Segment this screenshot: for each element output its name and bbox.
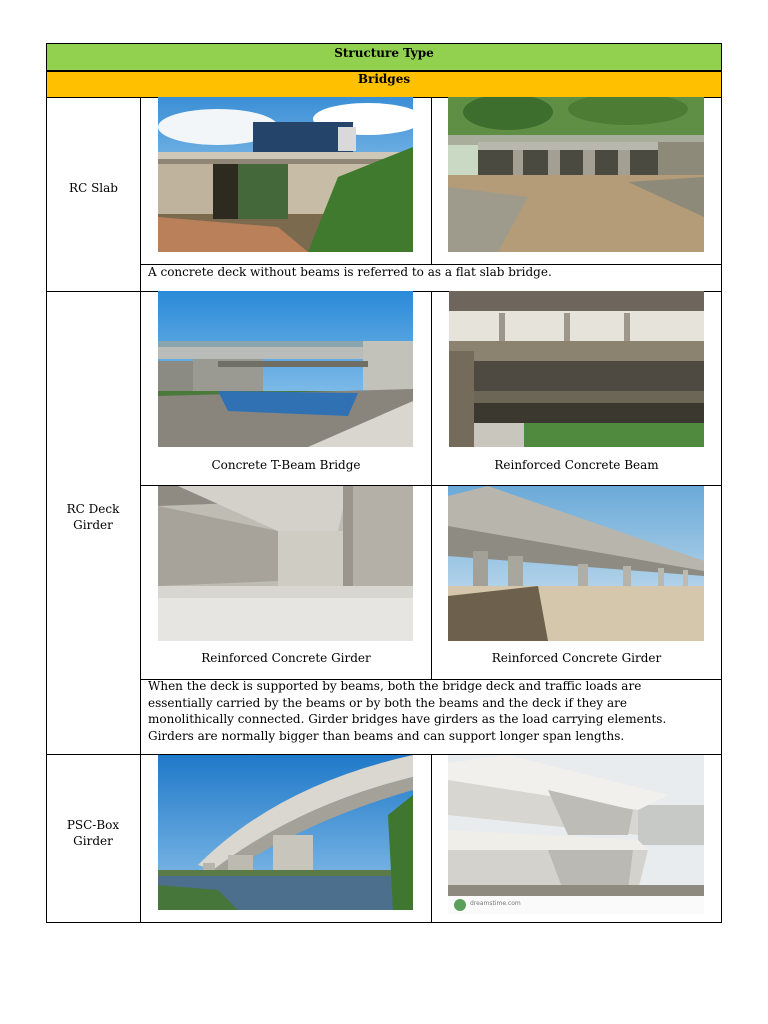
rc-slab-col-divider [431,98,432,264]
rc-girder-underside-photo [158,486,413,641]
psc-box-bridge-photo [158,755,413,910]
table-bottom-border [46,922,722,923]
dreamstime-logo-icon [454,899,466,911]
rc-slab-description: A concrete deck without beams is referred to as a flat slab bridge. [148,265,552,279]
rc-deck-col-divider [431,291,432,679]
label-column-divider [140,98,141,923]
rc-deck-description-line-2: essentially carried by the beams or by both the beams and the deck if they are [148,695,627,710]
rc-slab-label: RC Slab [69,181,118,195]
rc-girder-caption-2: Reinforced Concrete Girder [491,651,662,665]
rc-deck-description-line-3: monolithically connected. Girder bridges have girders as the load carrying elements. [148,712,667,726]
rc-girder-bridge-photo [448,486,704,641]
rc-slab-truck-photo [158,97,413,252]
rc-deck-description-line-4: Girders are normally bigger than beams and can support longer span lengths. [148,728,625,743]
table-left-border [46,98,47,923]
table-right-border [721,98,722,923]
psc-col-divider [431,754,432,922]
psc-box-segments-photo [448,755,704,896]
t-beam-bridge-photo [158,291,413,447]
rc-deck-girder-label: RC Deck Girder [66,502,120,532]
psc-box-girder-label: PSC-Box Girder [66,818,120,848]
watermark-strip [448,896,704,914]
rc-beam-caption: Reinforced Concrete Beam [494,458,659,472]
watermark-text: dreamstime.com [470,900,521,907]
rc-slab-river-photo [448,97,704,252]
rc-deck-description [148,678,718,744]
structure-type-header: Structure Type [46,43,722,71]
bridges-header: Bridges [46,71,722,98]
t-beam-caption: Concrete T-Beam Bridge [211,458,361,472]
rc-girder-caption-1: Reinforced Concrete Girder [201,651,371,665]
reinforced-concrete-beam-photo [449,291,704,447]
rc-deck-description-line-1: When the deck is supported by beams, both the bridge deck and traffic loads are [148,679,642,693]
